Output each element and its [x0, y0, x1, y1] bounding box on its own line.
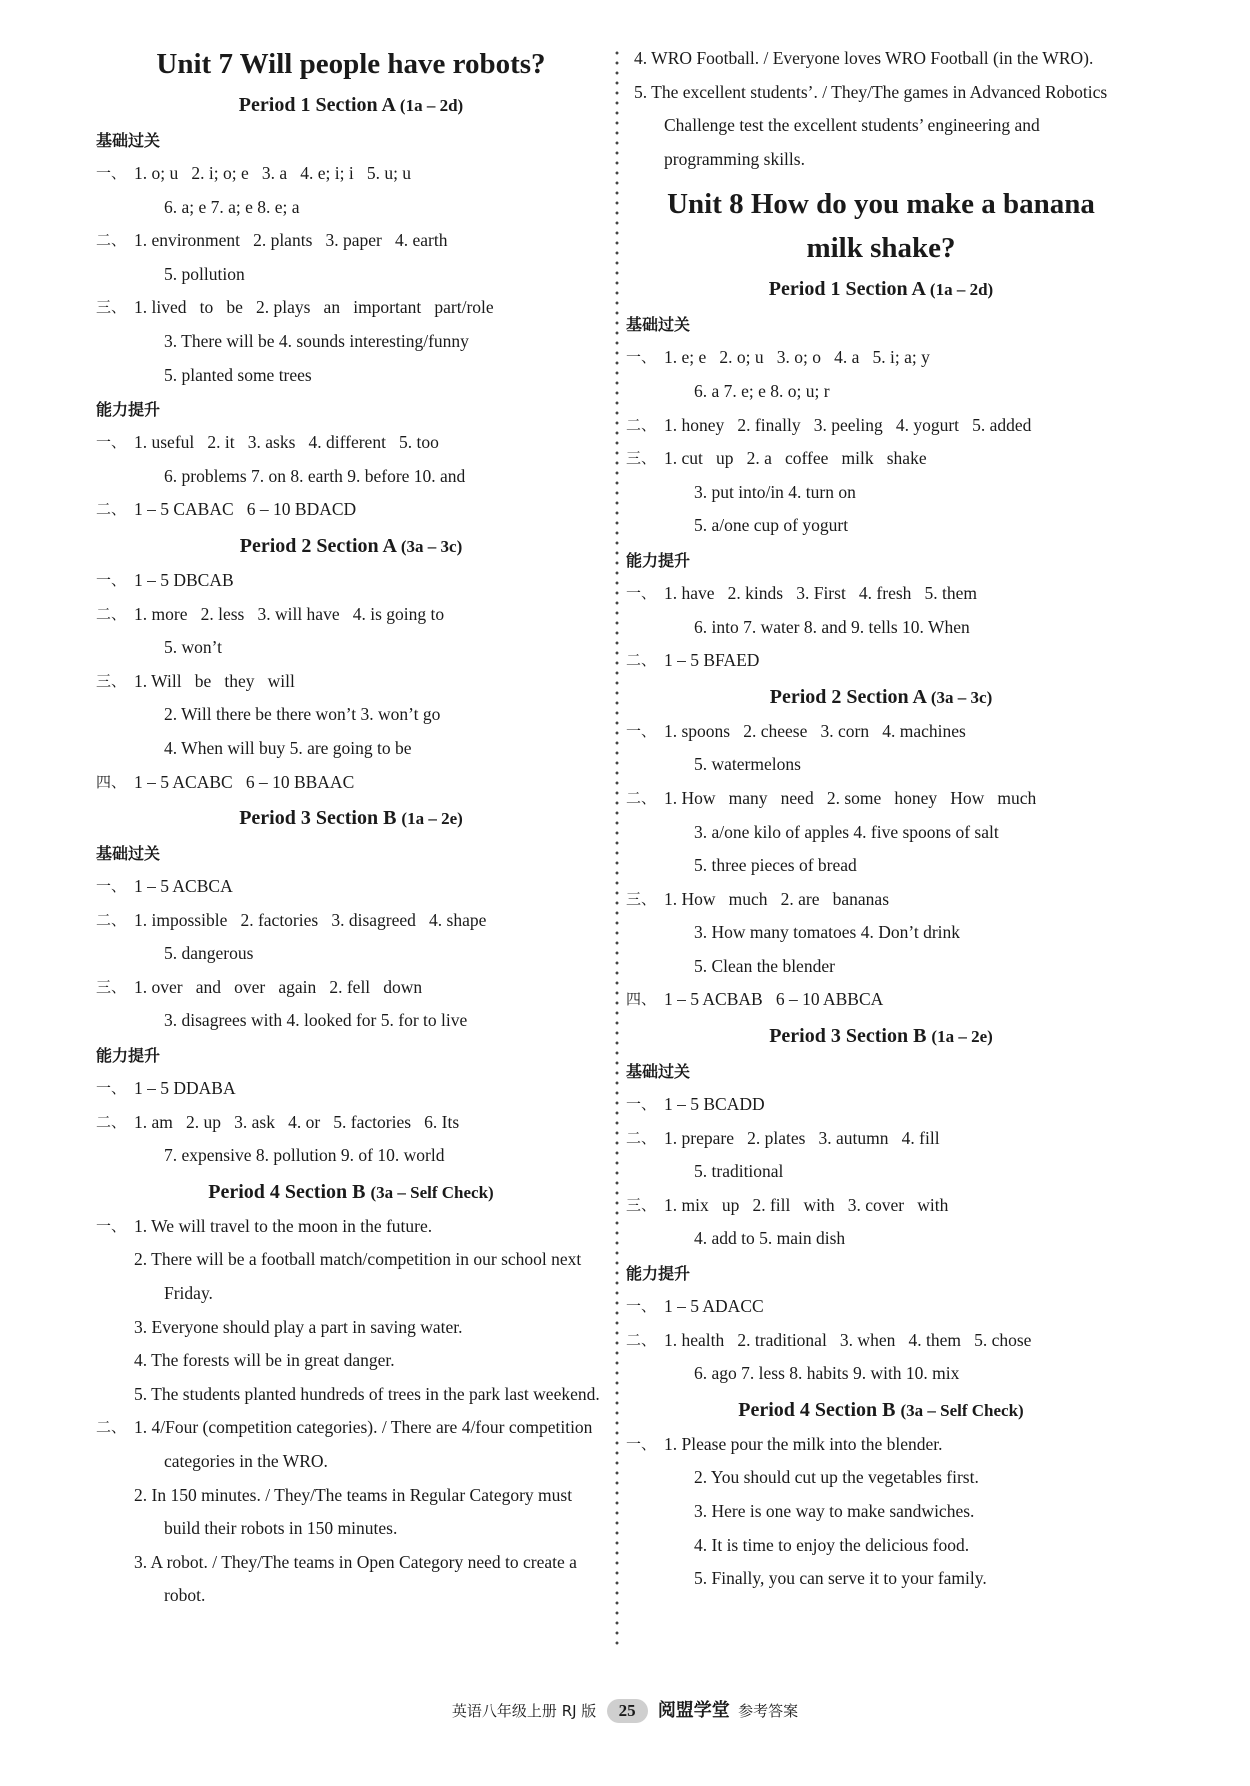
answer-group: 三、 1. How much 2. are bananas 3. How many tomatoes 4. Don’t drink 5. Clean the blender — [626, 888, 961, 976]
ability-heading: 能力提升 — [626, 1264, 691, 1284]
answer-group: 二、 1 – 5 CABAC 6 – 10 BDACD — [96, 499, 357, 520]
answer-group: 四、 1 – 5 ACABC 6 – 10 BBAAC — [96, 771, 355, 792]
u7-period-3-title: Period 3 Section B (1a – 2e) — [239, 807, 463, 830]
basic-heading: 基础过关 — [626, 1062, 691, 1082]
footer-answers-label: 参考答案 — [738, 1702, 799, 1720]
basic-heading: 基础过关 — [96, 844, 161, 864]
answer-group-continued: 4. WRO Football. / Everyone loves WRO Football (in the WRO). 5. The excellent students’. / They/The games in Advanced Robotics Challenge test the excellent students’ engineering and programming skills. — [634, 48, 1108, 169]
answer-group: 二、 1. honey 2. finally 3. peeling 4. yogurt 5. added — [626, 414, 1032, 435]
answer-group: 二、 1 – 5 BFAED — [626, 650, 760, 671]
page-number: 25 — [607, 1699, 648, 1723]
left-column — [96, 42, 606, 1613]
unit-7-title: Unit 7 Will people have robots? — [156, 48, 546, 80]
answer-group: 一、 1. o; u 2. i; o; e 3. a 4. e; i; i 5. u; u 6. a; e 7. a; e 8. e; a — [96, 163, 412, 217]
right-column — [626, 42, 1136, 1596]
ability-heading: 能力提升 — [96, 400, 161, 420]
brand-logo: 阅盟学堂 — [657, 1700, 730, 1721]
column-divider — [612, 48, 622, 1648]
answer-group: 一、 1 – 5 ACBCA — [96, 876, 233, 897]
u7-period-4-title: Period 4 Section B (3a – Self Check) — [208, 1180, 494, 1203]
basic-heading: 基础过关 — [626, 315, 691, 335]
ability-heading: 能力提升 — [626, 550, 691, 570]
answer-group: 一、 1. have 2. kinds 3. First 4. fresh 5. them 6. into 7. water 8. and 9. tells 10. When — [626, 582, 978, 637]
answer-group: 一、 1. Please pour the milk into the blender. 2. You should cut up the vegetables first. 3. Here is one way to make sandwiches. 4. It is time to enjoy the delicious food. 5. Finally, you can serve it to your family. — [626, 1433, 987, 1589]
ability-heading: 能力提升 — [96, 1046, 161, 1066]
u7-period-1-title: Period 1 Section A (1a – 2d) — [238, 94, 464, 116]
page-footer — [0, 1696, 1250, 1723]
answer-group: 三、 1. mix up 2. fill with 3. cover with 4. add to 5. main dish — [626, 1194, 949, 1249]
answer-group: 一、 1. We will travel to the moon in the future. 2. There will be a football match/competition in our school next Friday. 3. Everyone should play a part in saving water. 4. The forests will be in great danger. 5. The students planted hundreds of trees in the park last weekend. — [96, 1215, 600, 1404]
answer-group: 一、 1 – 5 ADACC — [626, 1296, 764, 1317]
answer-group: 一、 1 – 5 DBCAB — [96, 569, 234, 590]
unit-8-title: Unit 8 How do you make a banana milk shake? — [667, 188, 1095, 265]
answer-group: 一、 1 – 5 DDABA — [96, 1078, 236, 1099]
answer-group: 三、 1. over and over again 2. fell down 3. disagrees with 4. looked for 5. for to live — [96, 976, 468, 1031]
answer-group: 一、 1 – 5 BCADD — [626, 1094, 765, 1115]
answer-group: 二、 1. am 2. up 3. ask 4. or 5. factories 6. Its 7. expensive 8. pollution 9. of 10. world — [96, 1111, 460, 1166]
answer-group: 一、 1. useful 2. it 3. asks 4. different 5. too 6. problems 7. on 8. earth 9. before 10. and — [96, 432, 466, 486]
answer-group: 二、 1. How many need 2. some honey How much 3. a/one kilo of apples 4. five spoons of salt 5. three pieces of bread — [626, 787, 1037, 876]
answer-group: 四、 1 – 5 ACBAB 6 – 10 ABBCA — [626, 989, 884, 1010]
u7-period-2-title: Period 2 Section A (3a – 3c) — [239, 534, 463, 557]
answer-group: 一、 1. e; e 2. o; u 3. o; o 4. a 5. i; a; y 6. a 7. e; e 8. o; u; r — [626, 347, 930, 401]
basic-heading: 基础过关 — [96, 131, 161, 150]
answer-group: 二、 1. more 2. less 3. will have 4. is going to 5. won’t — [96, 603, 445, 658]
answer-group: 二、 1. impossible 2. factories 3. disagreed 4. shape 5. dangerous — [96, 909, 487, 964]
answer-group: 一、 1. spoons 2. cheese 3. corn 4. machines 5. watermelons — [626, 720, 966, 775]
answer-group: 二、 1. health 2. traditional 3. when 4. them 5. chose 6. ago 7. less 8. habits 9. with 10. mix — [626, 1329, 1032, 1384]
answer-group: 二、 1. prepare 2. plates 3. autumn 4. fill 5. traditional — [626, 1127, 940, 1182]
answer-group: 三、 1. Will be they will 2. Will there be there won’t 3. won’t go 4. When will buy 5. are going to be — [96, 670, 441, 758]
answer-group: 二、 1. environment 2. plants 3. paper 4. earth 5. pollution — [96, 230, 448, 284]
u8-period-2-title: Period 2 Section A (3a – 3c) — [769, 685, 993, 708]
answer-group: 三、 1. lived to be 2. plays an important part/role 3. There will be 4. sounds interesting/funny 5. planted some trees — [96, 297, 494, 385]
footer-subject: 英语八年级上册 RJ 版 — [451, 1702, 597, 1720]
answer-group: 二、 1. 4/Four (competition categories). / There are 4/four competition categories in the WRO. 2. In 150 minutes. / They/The teams in Regular Category must build their robots in 150 minutes. 3. A robot. / They/The teams in Open Category need to create a robot. — [96, 1417, 593, 1606]
answer-group: 三、 1. cut up 2. a coffee milk shake 3. put into/in 4. turn on 5. a/one cup of yogurt — [626, 448, 927, 536]
u8-period-1-title: Period 1 Section A (1a – 2d) — [768, 278, 994, 301]
u8-period-4-title: Period 4 Section B (3a – Self Check) — [738, 1398, 1024, 1421]
u8-period-3-title: Period 3 Section B (1a – 2e) — [769, 1025, 993, 1048]
